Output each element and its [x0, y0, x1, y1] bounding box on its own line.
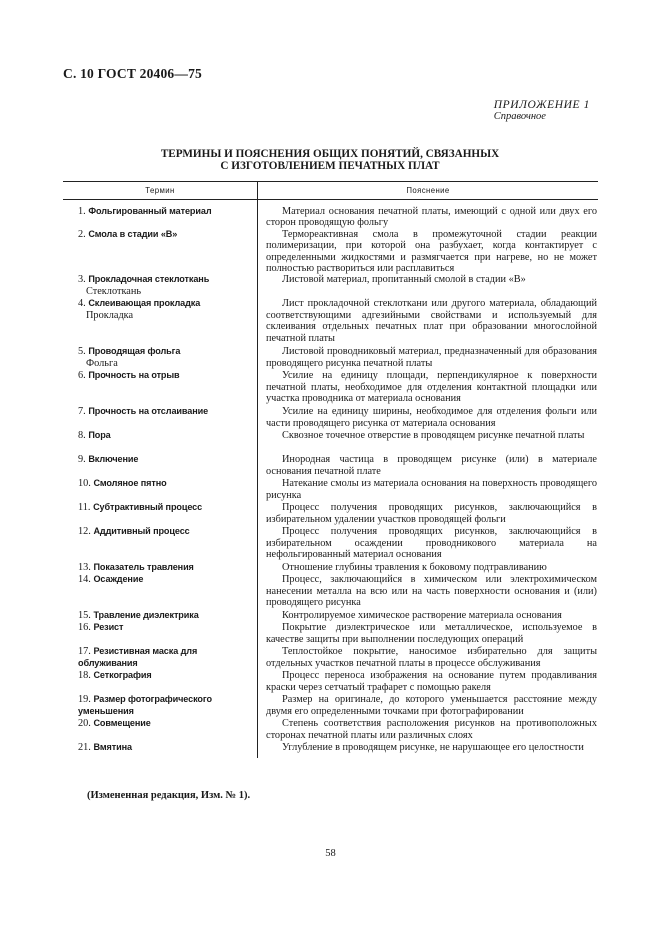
table-row: [63, 406, 598, 430]
appendix-type: Справочное: [493, 111, 546, 122]
table-row: [63, 430, 598, 454]
term-name: Проводящая фольга: [88, 346, 181, 357]
explanation-cell: Процесс, заключающийся в химическом или электрохимическом нанесении металла на всю или на часть поверхности основания и (или) проводящего рисунка: [266, 574, 597, 609]
table-header: [63, 181, 598, 200]
table-row: [63, 206, 598, 229]
term-name: Размер фотографического уменьшения: [78, 694, 212, 716]
terms-table: [63, 181, 598, 766]
explanation-cell: Термореактивная смола в промежуточной стадии реакции полимеризации, при которой она разбухает, когда контактирует с определенными жидкостями и размягчается при нагреве, но не может полностью раствориться или расплавиться: [266, 228, 597, 275]
explanation-cell: Усилие на единицу ширины, необходимое для отделения фольги или части проводящего рисунка от материала основания: [266, 406, 597, 429]
explanation-cell: Материал основания печатной платы, имеющий с одной или двух его сторон проводящую фольгу: [266, 206, 597, 229]
table-row: [63, 502, 598, 526]
table-row: [63, 274, 598, 298]
term-cell: [63, 206, 253, 229]
term-number: 11.: [78, 502, 91, 514]
term-cell: [63, 346, 253, 370]
table-row: [63, 670, 598, 694]
term-cell: [63, 478, 253, 502]
term-name: Вмятина: [93, 742, 132, 753]
table-row: [63, 646, 598, 670]
term-number: 16.: [78, 622, 91, 634]
term-number: 10.: [78, 478, 91, 490]
term-name: Резистивная маска для облуживания: [78, 646, 198, 668]
section-title-line1: ТЕРМИНЫ И ПОЯСНЕНИЯ ОБЩИХ ПОНЯТИЙ, СВЯЗАННЫХ: [160, 148, 500, 160]
table-row: [63, 742, 598, 766]
term-name: Сеткография: [93, 670, 152, 681]
term-name: Прокладочная стеклоткань: [88, 274, 210, 285]
section-title-line2: С ИЗГОТОВЛЕНИЕМ ПЕЧАТНЫХ ПЛАТ: [220, 160, 440, 172]
term-number: 21.: [78, 742, 91, 754]
term-name: Резист: [93, 622, 124, 633]
explanation-cell: Процесс получения проводящих рисунков, заключающийся в избирательном осаждении проводникового материала на нефольгированный материал основания: [266, 526, 597, 561]
term-synonym: Фольга: [86, 357, 118, 369]
table-row: [63, 718, 598, 742]
term-number: 3.: [78, 274, 86, 286]
table-row: [63, 622, 598, 646]
table-row: [63, 478, 598, 502]
explanation-cell: Отношение глубины травления к боковому подтравливанию: [282, 562, 547, 574]
explanation-cell: Усилие на единицу площади, перпендикулярное к поверхности печатной платы, необходимое для отделения контактной площадки или участка проводника от материала основания: [266, 370, 597, 405]
section-title: [100, 148, 560, 172]
table-row: [63, 370, 598, 406]
table-row: [63, 694, 598, 718]
term-number: 12.: [78, 526, 91, 538]
term-number: 17.: [78, 646, 91, 658]
term-cell: [63, 370, 253, 406]
explanation-cell: Углубление в проводящем рисунке, не нарушающее его целостности: [282, 742, 584, 754]
term-number: 13.: [78, 562, 91, 574]
term-cell: [63, 670, 253, 694]
term-number: 2.: [78, 228, 86, 240]
explanation-cell: Теплостойкое покрытие, наносимое избирательно для защиты отдельных участков печатной платы в процессе обслуживания: [266, 646, 597, 669]
term-cell: [63, 622, 253, 646]
explanation-cell: Процесс получения проводящих рисунков, заключающийся в избирательном удалении участков проводящей фольги: [266, 502, 597, 525]
term-name: Смоляное пятно: [93, 478, 167, 489]
term-number: 15.: [78, 610, 91, 622]
term-number: 1.: [78, 206, 86, 217]
term-name: Прочность на отрыв: [88, 370, 180, 381]
term-name: Включение: [88, 454, 139, 465]
table-body: [63, 200, 598, 766]
term-number: 20.: [78, 718, 91, 730]
term-name: Смола в стадии «В»: [88, 228, 178, 239]
column-header-term: Термин: [63, 182, 258, 199]
term-cell: [63, 574, 253, 610]
table-row: [63, 346, 598, 370]
page-header: С. 10 ГОСТ 20406—75: [63, 66, 202, 81]
term-cell: [63, 742, 253, 766]
explanation-cell: Лист прокладочной стеклоткани или другого материала, обладающий соответствующими адгезийными свойствами и используемый для склеивания отдельных печатных плат при образовании многослойной печатной платы: [266, 298, 597, 344]
term-name: Прочность на отслаивание: [88, 406, 209, 417]
explanation-cell: Размер на оригинале, до которого уменьшается расстояние между двумя его определенными точками при фотографировании: [266, 694, 597, 717]
explanation-cell: Натекание смолы из материала основания на поверхность проводящего рисунка: [266, 478, 597, 501]
term-cell: [63, 229, 253, 275]
term-number: 14.: [78, 574, 91, 586]
term-synonym: Прокладка: [86, 309, 134, 321]
term-number: 6.: [78, 370, 86, 382]
term-cell: [63, 274, 253, 298]
explanation-cell: Покрытие диэлектрическое или металлическое, используемое в качестве защиты при выполнении последующих операций: [266, 622, 597, 645]
term-cell: [63, 298, 253, 346]
term-cell: [63, 718, 253, 742]
table-row: [63, 229, 598, 275]
term-name: Фольгированный материал: [88, 206, 212, 216]
term-cell: [63, 526, 253, 562]
term-cell: [63, 562, 253, 574]
term-number: 7.: [78, 406, 86, 418]
term-name: Субтрактивный процесс: [93, 502, 203, 513]
appendix-number: ПРИЛОЖЕНИЕ 1: [493, 99, 590, 111]
table-row: [63, 298, 598, 346]
term-cell: [63, 406, 253, 430]
column-header-explanation: Пояснение: [406, 186, 450, 195]
appendix-label: [494, 99, 590, 122]
table-row: [63, 562, 598, 574]
term-synonym: Стеклоткань: [86, 285, 142, 297]
term-name: Аддитивный процесс: [93, 526, 190, 537]
column-divider: [257, 198, 258, 758]
term-name: Склеивающая прокладка: [88, 298, 201, 309]
term-cell: [63, 694, 253, 718]
term-cell: [63, 502, 253, 526]
table-row: [63, 526, 598, 562]
explanation-cell: Сквозное точечное отверстие в проводящем рисунке печатной платы: [282, 430, 585, 442]
term-number: 5.: [78, 346, 86, 358]
term-number: 19.: [78, 694, 91, 706]
term-number: 4.: [78, 298, 86, 310]
term-number: 9.: [78, 454, 86, 466]
term-cell: [63, 610, 253, 622]
explanation-cell: Степень соответствия расположения рисунков на противоположных сторонах печатной платы или различных слоях: [266, 718, 597, 741]
term-cell: [63, 430, 253, 454]
explanation-cell: Процесс переноса изображения на основание путем продавливания краски через сетчатый трафарет с помощью ракеля: [266, 670, 597, 693]
explanation-cell: Инородная частица в проводящем рисунке (или) в материале основания печатной плате: [266, 454, 597, 477]
term-name: Совмещение: [93, 718, 151, 729]
term-cell: [63, 454, 253, 478]
table-row: [63, 610, 598, 622]
term-name: Травление диэлектрика: [93, 610, 199, 621]
explanation-cell: Листовой проводниковый материал, предназначенный для образования проводящего рисунка печатной платы: [266, 346, 597, 369]
term-name: Пора: [88, 430, 111, 441]
term-cell: [63, 646, 253, 670]
page-number: 58: [325, 848, 336, 859]
term-name: Показатель травления: [93, 562, 194, 573]
table-row: [63, 574, 598, 610]
term-name: Осаждение: [93, 574, 144, 585]
explanation-cell: Контролируемое химическое растворение материала основания: [282, 610, 562, 622]
term-number: 18.: [78, 670, 91, 682]
revision-note: (Измененная редакция, Изм. № 1).: [87, 790, 251, 801]
table-row: [63, 454, 598, 478]
term-number: 8.: [78, 430, 86, 442]
explanation-cell: Листовой материал, пропитанный смолой в стадии «В»: [282, 274, 526, 286]
